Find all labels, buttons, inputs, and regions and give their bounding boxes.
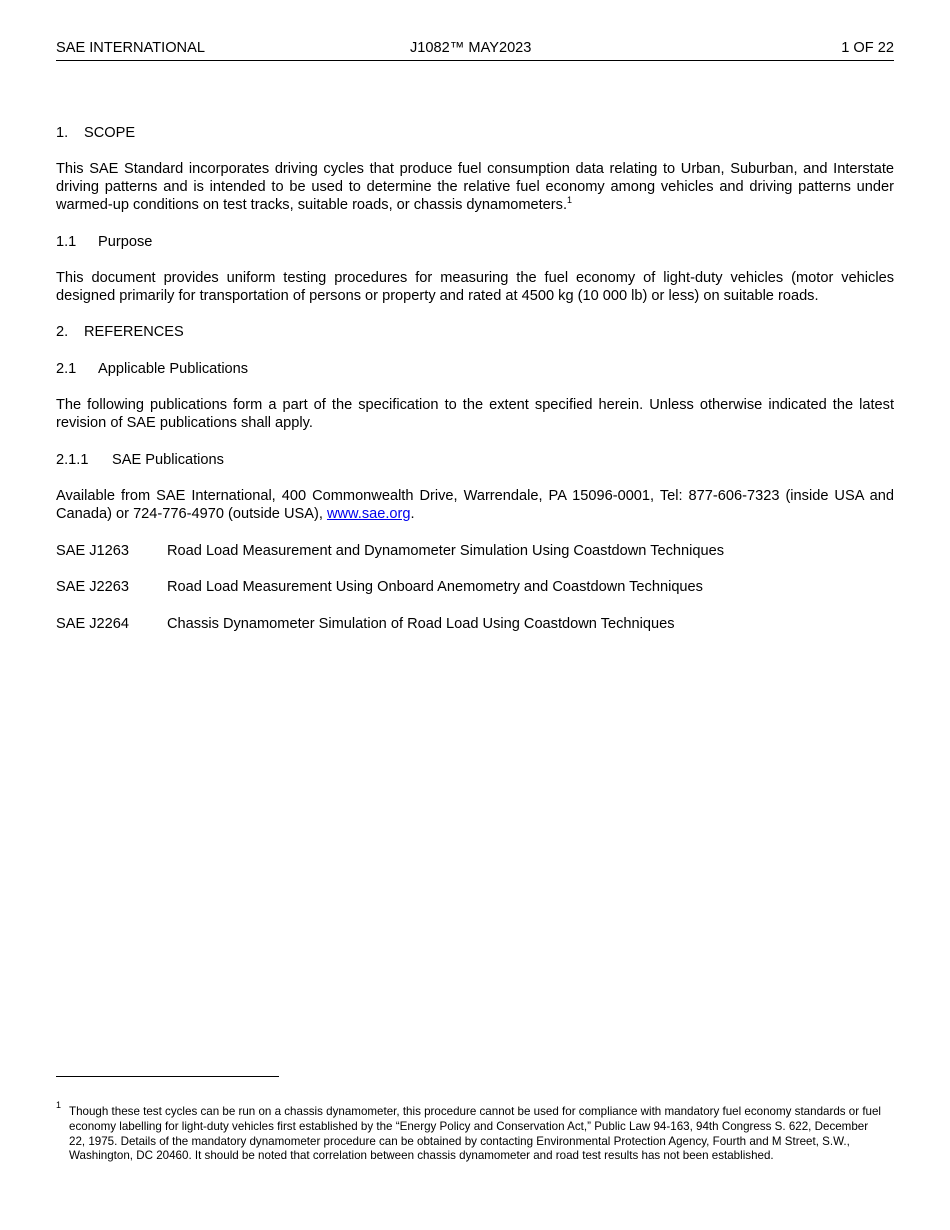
reference-item	[56, 615, 894, 633]
availability-text: Available from SAE International, 400 Commonwealth Drive, Warrendale, PA 15096-0001, Tel: 877-606-7323 (inside USA and Canada) or 724-776-4970 (outside USA),	[56, 488, 894, 523]
reference-code: SAE J1263	[56, 543, 130, 559]
section-purpose-paragraph: This document provides uniform testing procedures for measuring the fuel economy of light-duty vehicles (motor vehicles designed primarily for transportation of persons or property and rated at 4500 kg (10 000 lb) or less) on suitable roads.	[56, 270, 894, 305]
section-references-heading	[56, 323, 894, 341]
section-sae-publications-paragraph	[56, 487, 894, 523]
header-page-number: 1 OF 22	[841, 40, 894, 56]
reference-item	[56, 578, 894, 596]
section-number: 1.1	[56, 234, 77, 250]
section-scope-heading	[56, 124, 894, 142]
reference-code: SAE J2263	[56, 579, 130, 595]
sae-website-link[interactable]: www.sae.org	[326, 506, 411, 523]
reference-code: SAE J2264	[56, 616, 130, 632]
reference-item	[56, 542, 894, 560]
section-applicable-paragraph: The following publications form a part of the specification to the extent specified herein. Unless otherwise indicated the latest revision of SAE publications shall apply.	[56, 397, 894, 432]
section-sae-publications-heading	[56, 451, 894, 469]
footnote-reference[interactable]: 1	[567, 195, 573, 206]
section-applicable-heading	[56, 360, 894, 378]
section-title: REFERENCES	[84, 324, 184, 340]
header-document-id: J1082™ MAY2023	[410, 40, 532, 56]
section-title: Applicable Publications	[98, 361, 249, 377]
section-title: SCOPE	[84, 125, 136, 141]
section-purpose-heading	[56, 233, 894, 251]
page-header	[56, 38, 894, 61]
section-number: 2.1.1	[56, 452, 89, 468]
section-title: SAE Publications	[112, 452, 224, 468]
header-organization: SAE INTERNATIONAL	[56, 40, 205, 56]
section-number: 2.1	[56, 361, 77, 377]
footnote-text: Though these test cycles can be run on a chassis dynamometer, this procedure cannot be used for compliance with mandatory fuel economy standards or fuel economy labelling for light-duty vehicles first established by the “Energy Policy and Conservation Act,” Public Law 94-163, 94th Congress S. 622, December 22, 1975. Details of the mandatory dynamometer procedure can be obtained by contacting Environmental Protection Agency, Fourth and M Street, S.W., Washington, DC 20460. It should be noted that correlation between chassis dynamometer and road test results has not been established.	[69, 1105, 882, 1163]
footnote-separator	[56, 1076, 279, 1077]
availability-text-end: .	[410, 506, 415, 523]
reference-title: Road Load Measurement and Dynamometer Simulation Using Coastdown Techniques	[167, 543, 725, 559]
scope-text: This SAE Standard incorporates driving cycles that produce fuel consumption data relating to Urban, Suburban, and Interstate driving patterns and is intended to be used to determine the relative fuel economy among vehicles and driving patterns under warmed-up conditions on test tracks, suitable roads, or chassis dynamometers.	[56, 161, 894, 214]
reference-title: Chassis Dynamometer Simulation of Road Load Using Coastdown Techniques	[167, 616, 675, 632]
section-number: 2.	[56, 324, 69, 340]
footnote-mark: 1	[56, 1100, 62, 1110]
section-scope-paragraph	[56, 160, 894, 215]
section-number: 1.	[56, 125, 69, 141]
reference-title: Road Load Measurement Using Onboard Anemometry and Coastdown Techniques	[167, 579, 703, 595]
section-title: Purpose	[98, 234, 153, 250]
